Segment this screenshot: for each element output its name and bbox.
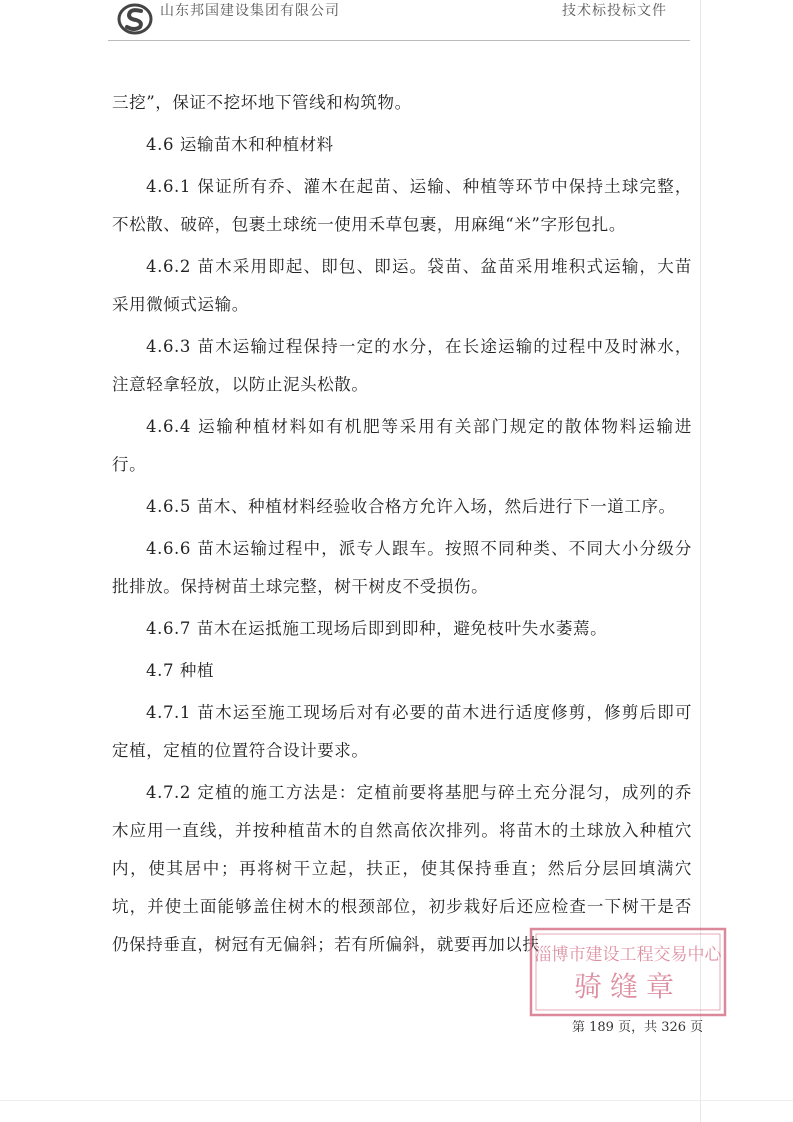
page-bottom-edge <box>0 1100 793 1101</box>
paragraph: 4.7.1 苗木运至施工现场后对有必要的苗木进行适度修剪，修剪后即可定植，定植的位置符合设计要求。 <box>112 703 692 760</box>
document-body <box>112 84 692 968</box>
seal-text-line2: 骑缝章 <box>573 970 683 1003</box>
seam-seal-stamp <box>528 926 728 1018</box>
paragraph: 4.7.2 定植的施工方法是：定植前要将基肥与碎土充分混匀，成列的乔木应用一直线，并按种植苗木的自然高依次排列。将苗木的土球放入种植穴内，使其居中；再将树干立起，扶正，使其保持垂直；然后分层回填满穴坑，并使土面能够盖住树木的根颈部位，初步栽好后还应检查一下树干是否仍保持垂直，树冠有无偏斜；若有所偏斜，就要再加以扶 <box>112 783 692 954</box>
paragraph: 4.6.4 运输种植材料如有机肥等采用有关部门规定的散体物料运输进行。 <box>112 417 692 474</box>
paragraph: 4.6.3 苗木运输过程保持一定的水分，在长途运输的过程中及时淋水，注意轻拿轻放，以防止泥头松散。 <box>112 337 692 394</box>
paragraph: 4.6.7 苗木在运抵施工现场后即到即种，避免枝叶失水萎蔫。 <box>146 619 608 638</box>
seal-text-line1: 淄博市建设工程交易中心 <box>534 945 722 965</box>
section-heading: 4.6 运输苗木和种植材料 <box>146 135 334 154</box>
header-doc-type: 技术标投标文件 <box>562 3 667 19</box>
paragraph: 4.6.2 苗木采用即起、即包、即运。袋苗、盆苗采用堆积式运输，大苗采用微倾式运输。 <box>112 257 692 314</box>
page-header <box>0 0 793 44</box>
header-divider <box>108 40 690 41</box>
section-heading: 4.7 种植 <box>146 661 215 680</box>
company-logo-icon <box>116 2 154 36</box>
paragraph: 4.6.1 保证所有乔、灌木在起苗、运输、种植等环节中保持土球完整，不松散、破碎，包裹土球统一使用禾草包裹，用麻绳“米”字形包扎。 <box>112 177 692 234</box>
paragraph: 4.6.5 苗木、种植材料经验收合格方允许入场，然后进行下一道工序。 <box>146 497 676 516</box>
paragraph: 三挖”，保证不挖坏地下管线和构筑物。 <box>112 93 412 112</box>
page-number: 第 189 页，共 326 页 <box>572 1020 704 1035</box>
paragraph: 4.6.6 苗木运输过程中，派专人跟车。按照不同种类、不同大小分级分批排放。保持树苗土球完整，树干树皮不受损伤。 <box>112 539 692 596</box>
header-company-name: 山东邦国建设集团有限公司 <box>160 3 340 19</box>
